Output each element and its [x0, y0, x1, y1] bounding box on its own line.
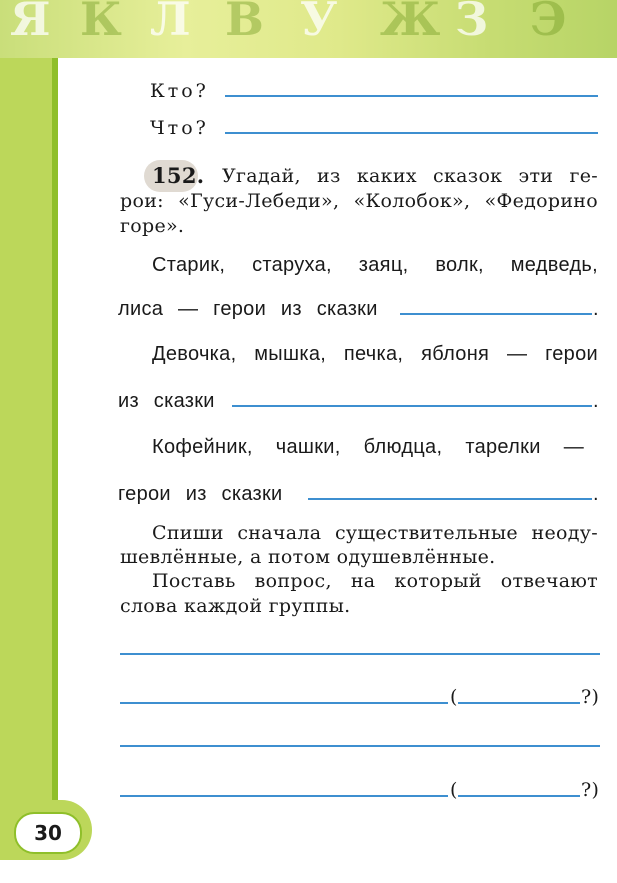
paren-close: ?) — [581, 779, 600, 801]
question-what: Что? — [150, 117, 209, 139]
banner-letter: В — [225, 0, 264, 46]
instruction-text: Поставь вопрос, на который отвечают — [152, 570, 598, 592]
answer-line-tale-2[interactable] — [232, 405, 592, 407]
question-answer-line[interactable] — [458, 702, 580, 704]
instruction-text: слова каждой группы. — [120, 595, 351, 617]
sentence-end: . — [593, 483, 599, 505]
task-text: горе». — [120, 215, 185, 237]
instruction-text: шевлённые, а потом одушевлённые. — [120, 546, 496, 568]
writing-line[interactable] — [120, 653, 600, 655]
task-text: рои: «Гуси-Лебеди», «Колобок», «Федорино — [120, 190, 598, 212]
margin-bar — [0, 58, 58, 828]
paren-open: ( — [450, 779, 458, 801]
banner-letter: З — [455, 0, 489, 46]
decorative-banner — [0, 0, 617, 58]
banner-letter: К — [80, 0, 122, 46]
paren-close: ?) — [581, 686, 600, 708]
answer-line-tale-3[interactable] — [308, 498, 592, 500]
writing-line[interactable] — [120, 745, 600, 747]
banner-letter: Л — [150, 0, 191, 46]
page-number: 30 — [14, 812, 82, 854]
sentence-text: из сказки — [118, 390, 215, 412]
sentence-text: лиса — герои из сказки — [118, 298, 378, 320]
sentence-text: Старик, старуха, заяц, волк, медведь, — [152, 254, 598, 276]
answer-line-tale-1[interactable] — [400, 313, 592, 315]
writing-line[interactable] — [120, 795, 448, 797]
instruction-text: Спиши сначала существительные неоду- — [152, 522, 598, 544]
task-text: Угадай, из каких сказок эти ге- — [222, 165, 598, 187]
banner-letter: Ж — [380, 0, 441, 46]
question-who: Кто? — [150, 80, 209, 102]
sentence-text: герои из сказки — [118, 483, 283, 505]
writing-line[interactable] — [120, 702, 448, 704]
sentence-text: Кофейник, чашки, блюдца, тарелки — — [152, 436, 584, 458]
banner-letter: У — [300, 0, 338, 46]
sentence-end: . — [593, 390, 599, 412]
margin-stripe — [52, 58, 58, 828]
banner-letter: Э — [530, 0, 567, 46]
sentence-text: Девочка, мышка, печка, яблоня — герои — [152, 343, 598, 365]
sentence-end: . — [593, 298, 599, 320]
question-answer-line[interactable] — [458, 795, 580, 797]
answer-line-who[interactable] — [225, 95, 598, 97]
banner-letter: Я — [10, 0, 51, 46]
paren-open: ( — [450, 686, 458, 708]
exercise-number: 152. — [152, 163, 205, 188]
answer-line-what[interactable] — [225, 132, 598, 134]
